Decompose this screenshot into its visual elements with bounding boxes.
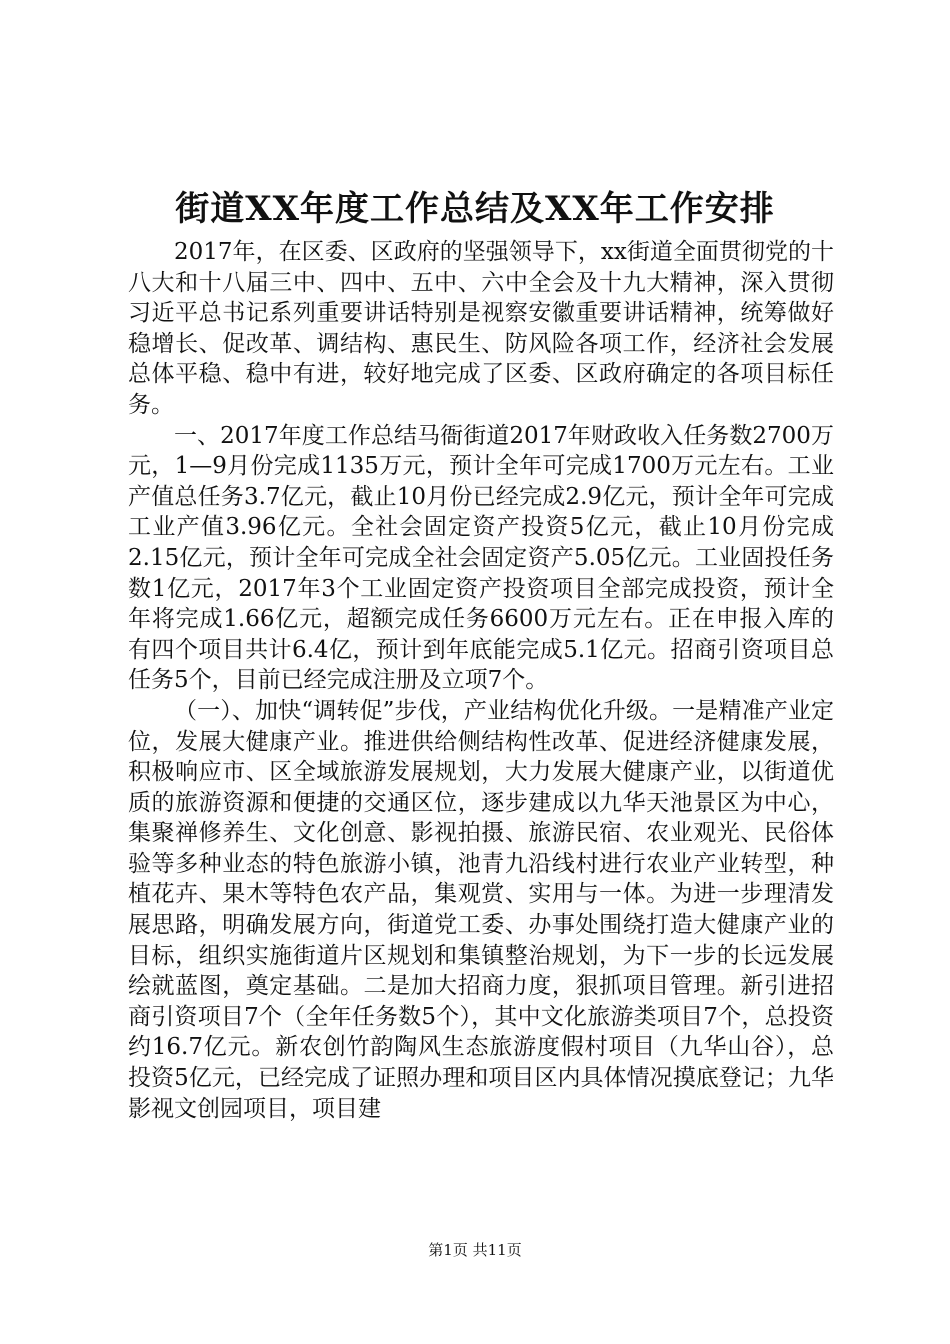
paragraph-intro: 2017年，在区委、区政府的坚强领导下，xx街道全面贯彻党的十八大和十八届三中、四中、五中、六中全会及十九大精神，深入贯彻习近平总书记系列重要讲话特别是视察安徽重要讲话精神，统筹做好稳增长、促改革、调结构、惠民生、防风险各项工作，经济社会发展总体平稳、稳中有进，较好地完成了区委、区政府确定的各项目标任务。: [128, 239, 834, 418]
document-title: 街道XX年度工作总结及XX年工作安排: [175, 189, 775, 229]
document-body: [128, 237, 834, 1124]
page-number-footer: 第1页 共11页: [428, 1241, 522, 1259]
paragraph-industry: （一）、加快“调转促”步伐，产业结构优化升级。一是精准产业定位，发展大健康产业。推进供给侧结构性改革、促进经济健康发展，积极响应市、区全域旅游发展规划，大力发展大健康产业，以街道优质的旅游资源和便捷的交通区位，逐步建成以九华天池景区为中心，集聚禅修养生、文化创意、影视拍摄、旅游民宿、农业观光、民俗体验等多种业态的特色旅游小镇，池青九沿线村进行农业产业转型，种植花卉、果木等特色农产品，集观赏、实用与一体。为进一步理清发展思路，明确发展方向，街道党工委、办事处围绕打造大健康产业的目标，组织实施街道片区规划和集镇整治规划，为下一步的长远发展绘就蓝图，奠定基础。二是加大招商力度，狠抓项目管理。新引进招商引资项目7个（全年任务数5个），其中文化旅游类项目7个，总投资约16.7亿元。新农创竹韵陶风生态旅游度假村项目（九华山谷），总投资5亿元，已经完成了证照办理和项目区内具体情况摸底登记；九华影视文创园项目，项目建: [128, 697, 834, 1122]
paragraph-summary: 一、2017年度工作总结马衙街道2017年财政收入任务数2700万元，1—9月份完成1135万元，预计全年可完成1700万元左右。工业产值总任务3.7亿元，截止10月份已经完成2.9亿元，预计全年可完成工业产值3.96亿元。全社会固定资产投资5亿元，截止10月份完成2.15亿元，预计全年可完成全社会固定资产5.05亿元。工业固投任务数1亿元，2017年3个工业固定资产投资项目全部完成投资，预计全年将完成1.66亿元，超额完成任务6600万元左右。正在申报入库的有四个项目共计6.4亿，预计到年底能完成5.1亿元。招商引资项目总任务5个，目前已经完成注册及立项7个。: [128, 422, 834, 694]
